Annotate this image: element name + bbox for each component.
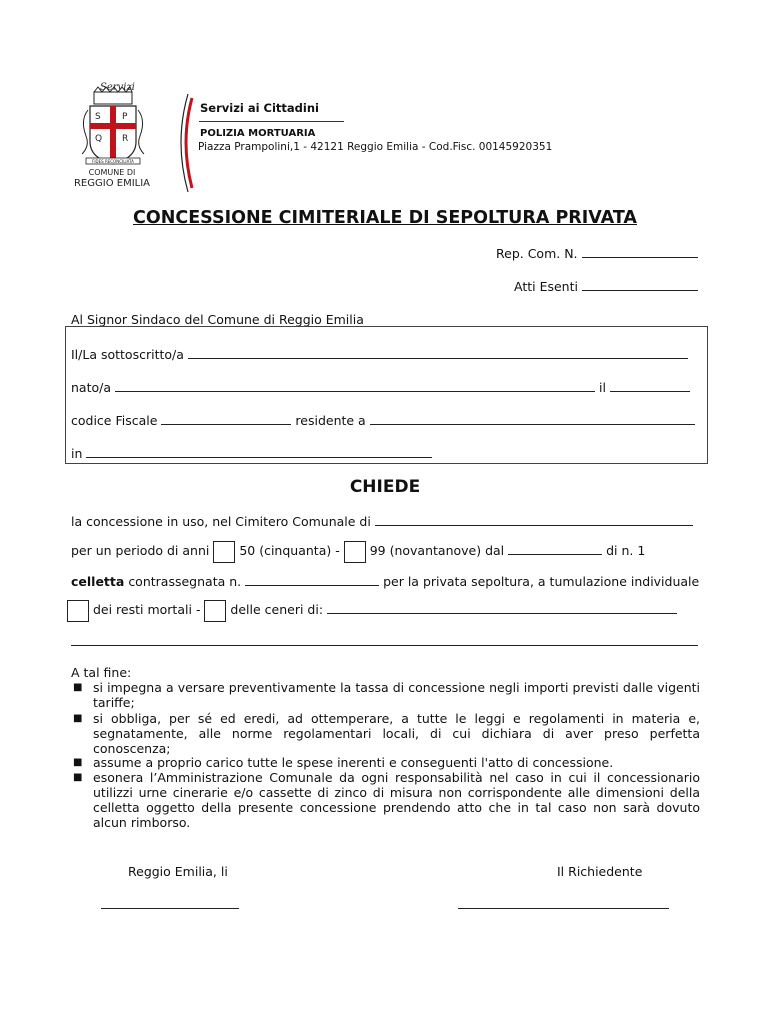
cimitero-input[interactable]	[375, 514, 693, 526]
logo-q: Q	[95, 134, 103, 144]
opt-50-label: 50 (cinquanta)	[239, 543, 332, 558]
in-label: in	[71, 446, 83, 461]
addressee: Al Signor Sindaco del Comune di Reggio Emilia	[71, 312, 364, 327]
sottoscritto-row	[71, 347, 688, 362]
logo-text-top: Servizi	[100, 82, 135, 93]
signer-label: Il Richiedente	[557, 864, 643, 879]
logo-r: R	[122, 134, 129, 144]
condition-2: si obbliga, per sé ed eredi, ad ottemperare, a tutte le leggi e regolamenti in materia e, segnatamente, alle norme regolamentari locali, di cui dichiara di aver preso perfetta conoscenza;	[93, 711, 700, 756]
comune-logo	[66, 80, 158, 192]
il-label: il	[598, 380, 606, 395]
rep-com-label: Rep. Com. N.	[496, 246, 578, 261]
atti-esenti-field	[514, 279, 698, 294]
resti-label: dei resti mortali	[92, 602, 192, 617]
office-rule	[199, 121, 344, 122]
loculo-label: di n. 1	[606, 543, 646, 558]
logo-comune: COMUNE DI	[88, 168, 136, 177]
ceneri-extra-line[interactable]	[71, 645, 698, 646]
cf-label: codice Fiscale	[71, 413, 158, 428]
condition-1: si impegna a versare preventivamente la tassa di concessione negli importi previsti dalle vigenti tariffe;	[93, 680, 700, 710]
data-inizio-input[interactable]	[508, 543, 602, 555]
conditions-intro: A tal fine:	[71, 665, 132, 680]
place-date-label: Reggio Emilia, li	[128, 864, 228, 879]
rep-com-field	[496, 246, 698, 261]
sottoscritto-label: Il/La sottoscritto/a	[71, 347, 184, 362]
residente-input[interactable]	[370, 413, 695, 425]
chiede-heading: CHIEDE	[349, 477, 421, 497]
rep-com-input[interactable]	[582, 246, 698, 258]
nato-row	[71, 380, 690, 395]
residente-label: residente a	[295, 413, 366, 428]
celletta-numero-input[interactable]	[245, 574, 379, 586]
logo-motto: FIDES RECONCILIATA	[92, 159, 134, 164]
ceneri-label: delle ceneri di:	[230, 602, 324, 617]
signer-signature-line[interactable]	[458, 908, 669, 909]
date-signature-line[interactable]	[101, 908, 239, 909]
nato-input[interactable]	[115, 380, 595, 392]
nato-label: nato/a	[71, 380, 112, 395]
cimitero-label: la concessione in uso, nel Cimitero Comunale di	[71, 514, 371, 529]
checkbox-50-anni[interactable]	[213, 541, 235, 563]
bullet-3: ■	[73, 757, 83, 768]
dash-separator-2: -	[195, 602, 201, 617]
cf-input[interactable]	[161, 413, 291, 425]
condition-4: esonera l’Amministrazione Comunale da ogni responsabilità nel caso in cui il concessionario utilizzi urne cinerarie e/o cassette di zinco di misura non corrispondente alle dimensioni della celletta oggetto della presente concessione prendendo atto che in tal caso non sarà dovuto alcun rimborso.	[93, 770, 700, 830]
office-name: Servizi ai Cittadini	[200, 101, 319, 115]
bullet-4: ■	[73, 772, 83, 783]
celletta-end: per la privata sepoltura, a tumulazione individuale	[383, 574, 700, 589]
condition-3: assume a proprio carico tutte le spese inerenti e conseguenti l'atto di concessione.	[93, 755, 614, 770]
department-name: POLIZIA MORTUARIA	[200, 128, 316, 139]
logo-p: P	[122, 112, 128, 122]
dash-separator: -	[335, 543, 340, 558]
logo-s: S	[95, 112, 101, 122]
celletta-row	[71, 574, 699, 589]
header-divider-curve	[172, 92, 194, 194]
opt-99-label: 99 (novantanove) dal	[369, 543, 505, 558]
checkbox-99-anni[interactable]	[344, 541, 366, 563]
resti-row	[67, 599, 677, 622]
data-nascita-input[interactable]	[610, 380, 690, 392]
ceneri-input[interactable]	[327, 602, 677, 614]
checkbox-ceneri[interactable]	[204, 600, 226, 622]
atti-esenti-label: Atti Esenti	[514, 279, 578, 294]
periodo-row	[71, 540, 645, 563]
bullet-1: ■	[73, 682, 83, 693]
celletta-bold: celletta	[71, 574, 125, 589]
bullet-2: ■	[73, 713, 83, 724]
celletta-label: contrassegnata n.	[128, 574, 242, 589]
logo-city: REGGIO EMILIA	[73, 178, 151, 189]
cimitero-row	[71, 514, 693, 529]
document-title: CONCESSIONE CIMITERIALE DI SEPOLTURA PRIVATA	[133, 208, 637, 228]
atti-esenti-input[interactable]	[582, 279, 698, 291]
periodo-label: per un periodo di anni	[71, 543, 210, 558]
cf-row	[71, 413, 695, 428]
office-address: Piazza Prampolini,1 - 42121 Reggio Emilia - Cod.Fisc. 00145920351	[198, 141, 553, 153]
sottoscritto-input[interactable]	[188, 347, 688, 359]
indirizzo-input[interactable]	[86, 446, 432, 458]
in-row	[71, 446, 432, 461]
checkbox-resti-mortali[interactable]	[67, 600, 89, 622]
